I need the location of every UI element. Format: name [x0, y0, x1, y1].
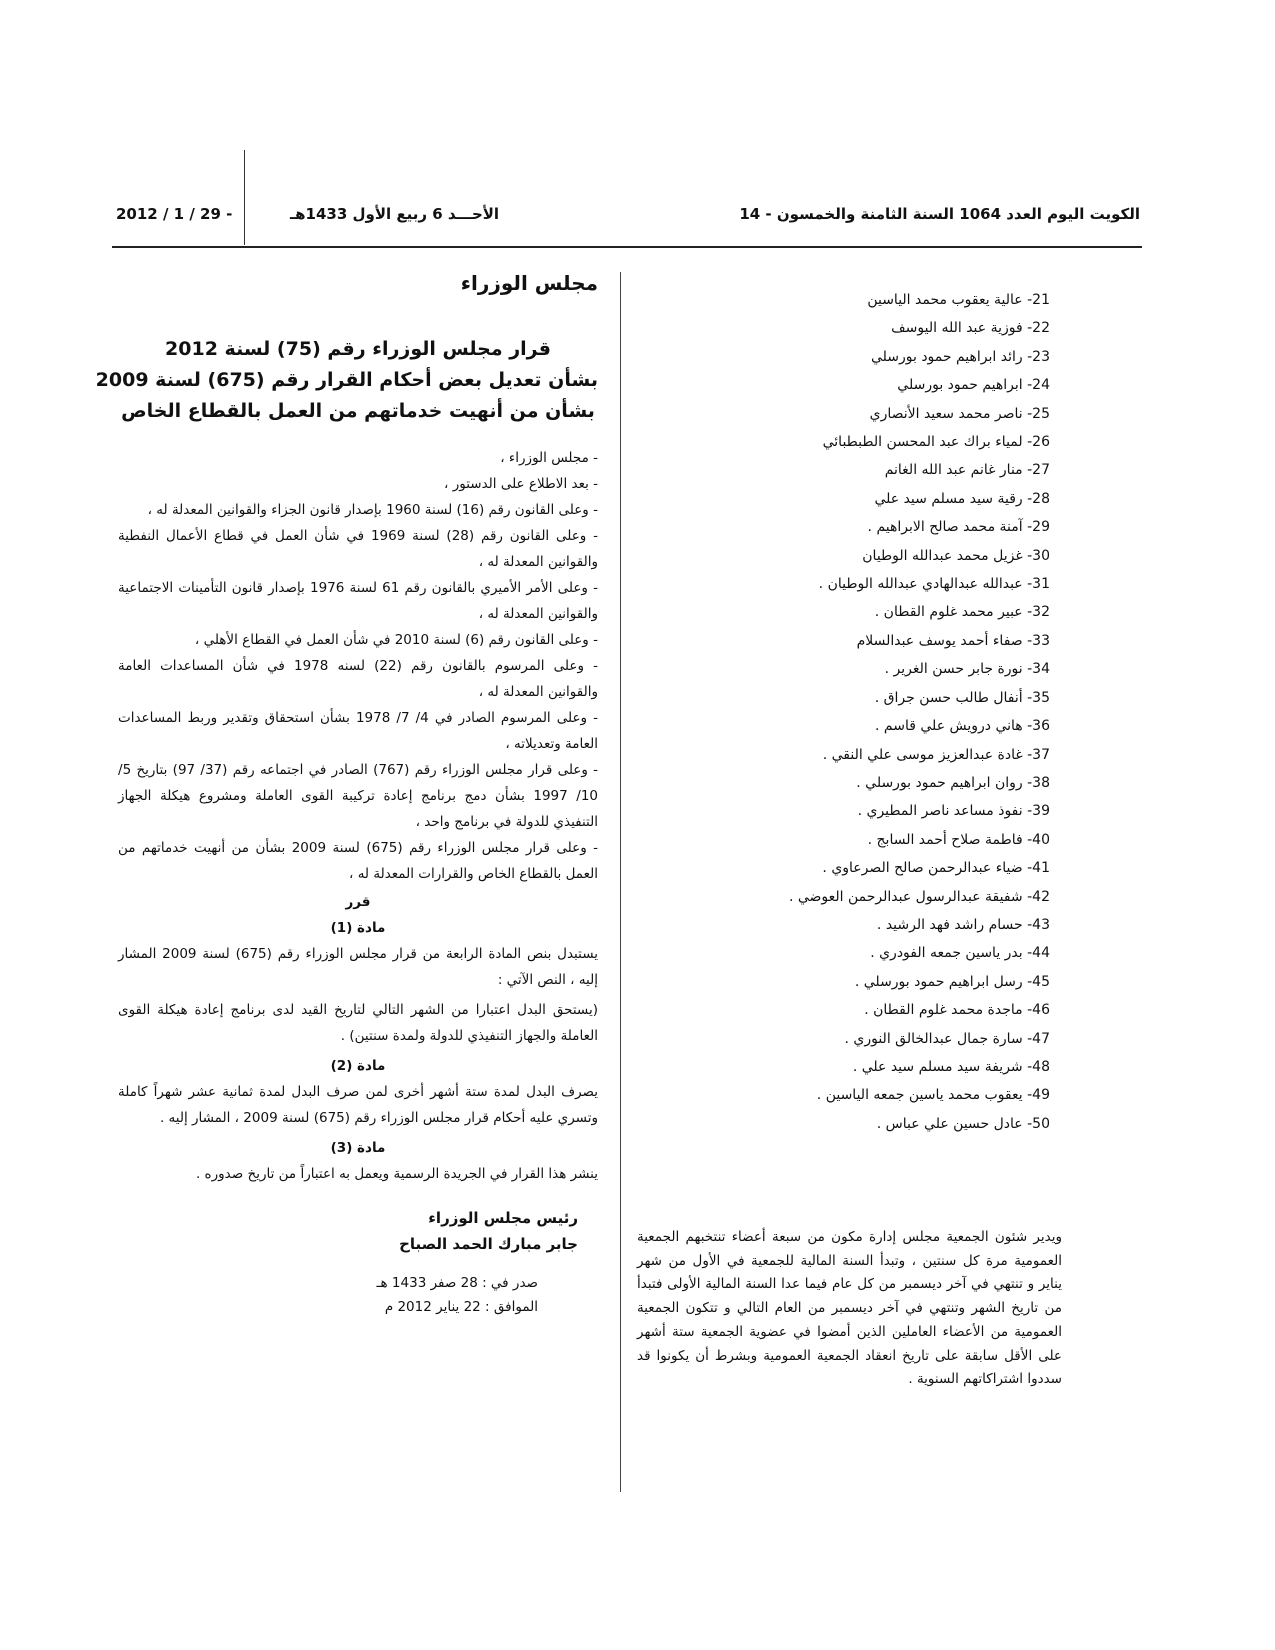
list-item: 31- عبدالله عبدالهادي عبدالله الوطيان .: [818, 576, 1050, 593]
list-item: 45- رسل ابراهيم حمود بورسلي .: [854, 973, 1050, 990]
list-item: 48- شريفة سيد مسلم سيد علي .: [852, 1058, 1050, 1075]
list-item: 38- روان ابراهيم حمود بورسلي .: [856, 774, 1050, 791]
decree-column: [95, 270, 599, 1319]
list-item: 47- سارة جمال عبدالخالق النوري .: [844, 1030, 1050, 1047]
issue-info: الكويت اليوم العدد 1064 السنة الثامنة والخمسون - 14: [739, 205, 1140, 223]
decree-title: [95, 334, 598, 427]
preamble-clause: - وعلى القانون رقم (28) لسنة 1969 في شأن العمل في قطاع الأعمال النفطية والقوانين المعدلة له ،: [118, 528, 598, 570]
list-item: 49- يعقوب محمد ياسين جمعه الياسين .: [816, 1087, 1050, 1104]
list-item: 46- ماجدة محمد غلوم القطان .: [864, 1002, 1050, 1019]
list-item: 32- عبير محمد غلوم القطان .: [874, 604, 1050, 621]
list-item: 36- هاني درويش علي قاسم .: [875, 718, 1050, 735]
decree-title-line: بشأن من أنهيت خدماتهم من العمل بالقطاع الخاص: [121, 400, 595, 422]
list-item: 41- ضياء عبدالرحمن صالح الصرعاوي .: [822, 860, 1050, 877]
list-item: 24- ابراهيم حمود بورسلي: [897, 377, 1050, 394]
article-heading: مادة (2): [330, 1058, 386, 1074]
list-item: 35- أنفال طالب حسن جراق .: [874, 689, 1050, 706]
list-item: 33- صفاء أحمد يوسف عبدالسلام: [856, 632, 1050, 649]
list-item: 27- منار غانم عبد الله الغانم: [884, 462, 1050, 479]
article-paragraph: يصرف البدل لمدة ستة أشهر أخرى لمن صرف البدل لمدة ثمانية عشر شهراً كاملة وتسري عليه أحكام قرار مجلس الوزراء رقم (675) لسنة 2009 ، المشار إليه .: [118, 1084, 598, 1126]
list-item: 29- آمنة محمد صالح الابراهيم .: [867, 519, 1050, 536]
list-item: 40- فاطمة صلاح أحمد السابج .: [867, 831, 1050, 848]
preamble-clause: - بعد الاطلاع على الدستور ،: [444, 476, 598, 492]
header-rule: [112, 246, 1142, 248]
article-heading: مادة (3): [330, 1140, 386, 1156]
preamble-clause: - وعلى القانون رقم (16) لسنة 1960 بإصدار قانون الجزاء والقوانين المعدلة له ،: [147, 502, 598, 518]
list-item: 43- حسام راشد فهد الرشيد .: [876, 916, 1050, 933]
list-item: 44- بدر ياسين جمعه الفودري .: [870, 945, 1050, 962]
association-paragraph: ويدير شئون الجمعية مجلس إدارة مكون من سبعة أعضاء تنتخبهم الجمعية العمومية مرة كل سنتين ، وتبدأ السنة المالية للجمعية في الأول من شهر يناير و تنتهي في آخر ديسمبر من كل عام فيما عدا السنة المالية الأولى فتبدأ من تاريخ الشهر وتنتهي في آخر ديسمبر من العام التالي و تتكون الجمعية العمومية من الأعضاء العاملين الذين أمضوا في عضوية الجمعية ستة أشهر على الأقل سابقة على تاريخ انعقاد الجمعية العمومية وبشرط أن يكونوا قد سددوا اشتراكاتهم السنوية .: [637, 1229, 1062, 1388]
preamble-clause: - وعلى المرسوم بالقانون رقم (22) لسنه 1978 في شأن المساعدات العامة والقوانين المعدلة له ،: [118, 658, 598, 700]
members-list: [789, 286, 1050, 1138]
list-item: 34- نورة جابر حسن الغرير .: [884, 661, 1050, 678]
column-divider: [620, 272, 621, 1492]
signature-name: جابر مبارك الحمد الصباح: [399, 1235, 578, 1253]
section-heading: مجلس الوزراء: [460, 271, 598, 295]
preamble-clause: - وعلى المرسوم الصادر في 4/ 7/ 1978 بشأن استحقاق وتقدير وربط المساعدات العامة وتعديلاته ،: [118, 710, 599, 752]
decree-title-line: بشأن تعديل بعض أحكام القرار رقم (675) لسنة 2009: [95, 369, 598, 391]
list-item: 30- غزيل محمد عبدالله الوطيان: [862, 547, 1050, 564]
gregorian-date: 2012 / 1 / 29 -: [116, 205, 233, 223]
decree-title-line: قرار مجلس الوزراء رقم (75) لسنة 2012: [165, 338, 551, 360]
decided-heading: قرر: [345, 894, 371, 910]
preamble-clause: - وعلى الأمر الأميري بالقانون رقم 61 لسنة 1976 بإصدار قانون التأمينات الاجتماعية والقوانين المعدلة له ،: [118, 580, 598, 622]
issued-block: [118, 1271, 598, 1319]
article-paragraph: ينشر هذا القرار في الجريدة الرسمية ويعمل به اعتباراً من تاريخ صدوره .: [195, 1166, 598, 1182]
list-item: 22- فوزية عبد الله اليوسف: [891, 320, 1050, 337]
article-paragraph: يستبدل بنص المادة الرابعة من قرار مجلس الوزراء رقم (675) لسنة 2009 المشار إليه ، النص الآتي :: [118, 946, 598, 988]
issued-gregorian: الموافق : 22 يناير 2012 م: [384, 1299, 538, 1315]
preamble-clause: - وعلى قرار مجلس الوزراء رقم (675) لسنة 2009 بشأن من أنهيت خدماتهم من العمل بالقطاع الخاص والقرارات المعدلة له ،: [118, 840, 598, 882]
article-paragraph: (يستحق البدل اعتبارا من الشهر التالي لتاريخ القيد لدى برنامج إعادة هيكلة القوى العاملة والجهاز التنفيذي للدولة ولمدة سنتين) .: [118, 1002, 598, 1044]
preamble-clause: - وعلى القانون رقم (6) لسنة 2010 في شأن العمل في القطاع الأهلي ،: [194, 632, 598, 648]
preamble: [118, 445, 598, 887]
hijri-date: الأحـــد 6 ربيع الأول 1433هـ: [290, 205, 500, 223]
signature-title: رئيس مجلس الوزراء: [428, 1209, 578, 1227]
list-item: 23- رائد ابراهيم حمود بورسلي: [870, 348, 1050, 365]
article-heading: مادة (1): [330, 920, 386, 936]
preamble-clause: - وعلى قرار مجلس الوزراء رقم (767) الصادر في اجتماعه رقم (37/ 97) بتاريخ 5/ 10/ 1997 بشأن دمج برنامج إعادة تركيبة القوى العاملة ومشروع هيكلة الجهاز التنفيذي للدولة في برنامج واحد ،: [118, 762, 599, 830]
list-item: 21- عالية يعقوب محمد الياسين: [867, 292, 1050, 308]
list-item: 39- نفوذ مساعد ناصر المطيري .: [857, 803, 1050, 820]
list-item: 25- ناصر محمد سعيد الأنصاري: [869, 405, 1050, 422]
articles: [118, 915, 598, 1187]
signature-block: [118, 1205, 598, 1257]
issued-hijri: صدر في : 28 صفر 1433 هـ: [376, 1275, 538, 1291]
header-divider: [244, 150, 245, 245]
list-item: 42- شفيقة عبدالرسول عبدالرحمن العوضي .: [788, 888, 1050, 905]
preamble-clause: - مجلس الوزراء ،: [500, 450, 598, 466]
list-item: 50- عادل حسين علي عباس .: [876, 1115, 1050, 1132]
list-item: 26- لمياء براك عبد المحسن الطبطبائي: [822, 434, 1050, 451]
list-item: 28- رقية سيد مسلم سيد علي: [874, 490, 1050, 507]
list-item: 37- غادة عبدالعزيز موسى علي النقي .: [822, 746, 1050, 763]
